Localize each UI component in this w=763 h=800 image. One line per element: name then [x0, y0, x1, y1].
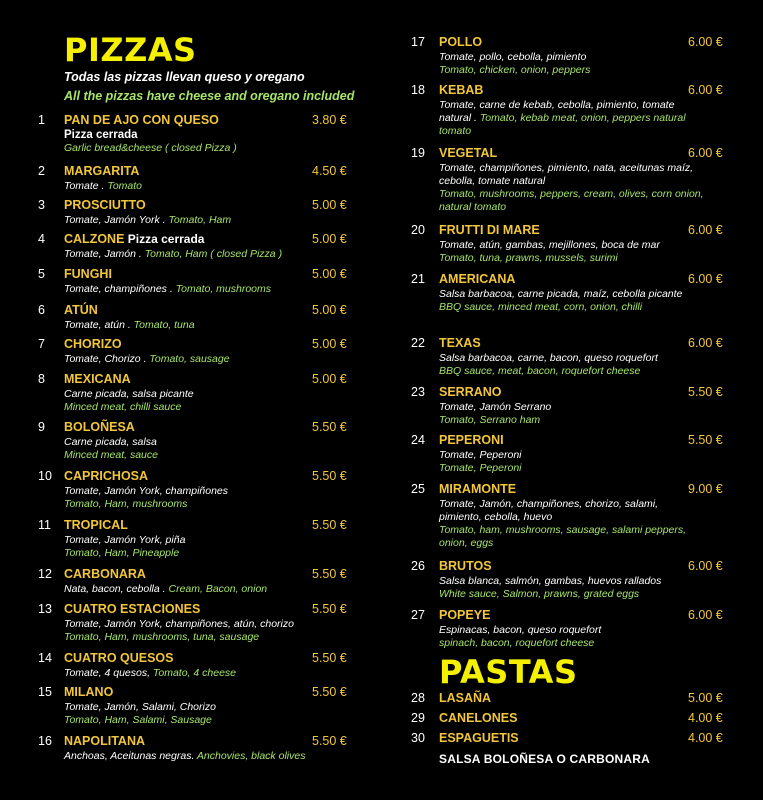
item-price: 4.00 € — [688, 711, 723, 725]
item-desc-es: Tomate, atún . — [64, 319, 134, 331]
item-desc-es: Tomate, atún, gambas, mejillones, boca de mar — [439, 239, 660, 251]
item-description — [64, 750, 364, 763]
item-desc-es: Tomate, Jamón . — [64, 248, 145, 260]
item-name: KEBAB — [439, 83, 484, 97]
item-description — [439, 162, 704, 214]
item-number: 10 — [38, 469, 52, 483]
item-price: 5.00 € — [312, 232, 347, 246]
item-subhead: Pizza cerrada — [64, 129, 138, 141]
item-description — [439, 239, 739, 265]
item-name: ATÚN — [64, 303, 98, 317]
item-description — [64, 214, 364, 227]
item-desc-en: Tomato, 4 cheese — [152, 667, 237, 679]
item-name: VEGETAL — [439, 146, 498, 160]
item-desc-es: Carne picada, salsa picante — [64, 388, 194, 400]
item-desc-en: Tomato, Ham — [168, 214, 232, 226]
item-number: 16 — [38, 734, 52, 748]
item-desc-es: Tomate, Chorizo . — [64, 353, 150, 365]
item-name: BRUTOS — [439, 559, 492, 573]
item-number: 23 — [411, 385, 425, 399]
item-price: 6.00 € — [688, 608, 723, 622]
item-price: 6.00 € — [688, 559, 723, 573]
item-name: PEPERONI — [439, 433, 504, 447]
item-description — [439, 51, 739, 77]
item-price: 5.50 € — [312, 518, 347, 532]
item-name: CANELONES — [439, 711, 518, 725]
item-name: NAPOLITANA — [64, 734, 146, 748]
pastas-title: PASTAS — [439, 653, 578, 691]
item-desc-es: Salsa barbacoa, carne, bacon, queso roquefort — [439, 352, 658, 364]
item-desc-es: Espinacas, bacon, queso roquefort — [439, 624, 602, 636]
item-description — [64, 436, 364, 462]
item-name: BOLOÑESA — [64, 420, 135, 434]
item-name: MEXICANA — [64, 372, 131, 386]
item-desc-es: Tomate, Peperoni — [439, 449, 522, 461]
item-price: 5.00 € — [688, 691, 723, 705]
pizzas-subtitle-en: All the pizzas have cheese and oregano included — [64, 89, 355, 103]
item-name: MIRAMONTE — [439, 482, 517, 496]
item-name: CUATRO ESTACIONES — [64, 602, 201, 616]
item-name: POPEYE — [439, 608, 491, 622]
item-desc-en: Tomato, ham, mushrooms, sausage, salami peppers, onion, eggs — [439, 524, 687, 549]
item-description — [64, 129, 364, 155]
item-desc-es: Salsa barbacoa, carne picada, maíz, cebolla picante — [439, 288, 683, 300]
item-number: 12 — [38, 567, 52, 581]
item-price: 5.00 € — [312, 372, 347, 386]
item-description — [64, 618, 364, 644]
item-price: 5.00 € — [312, 198, 347, 212]
item-description — [64, 180, 364, 193]
item-price: 5.50 € — [312, 685, 347, 699]
item-desc-es: Tomate, champiñones . — [64, 283, 176, 295]
item-number: 14 — [38, 651, 52, 665]
item-price: 5.00 € — [312, 337, 347, 351]
item-number: 19 — [411, 146, 425, 160]
item-desc-en: Tomato, tuna — [133, 319, 195, 331]
item-desc-en: White sauce, Salmon, prawns, grated eggs — [439, 588, 640, 600]
item-description — [64, 534, 364, 560]
item-description — [64, 388, 364, 414]
item-number: 30 — [411, 731, 425, 745]
item-desc-en: Garlic bread&cheese ( closed Pizza ) — [64, 142, 237, 154]
pizzas-title: PIZZAS — [64, 31, 197, 69]
item-name: CARBONARA — [64, 567, 146, 581]
item-desc-en: Tomato, kebab meat, onion, peppers natural tomato — [439, 112, 686, 137]
item-description — [439, 288, 684, 314]
item-number: 22 — [411, 336, 425, 350]
item-desc-en: Anchovies, black olives — [196, 750, 306, 762]
item-desc-en: Tomato, mushrooms, peppers, cream, olives, corn onion, natural tomato — [439, 188, 704, 213]
item-number: 15 — [38, 685, 52, 699]
item-description — [64, 248, 364, 261]
item-name: PAN DE AJO CON QUESO — [64, 113, 219, 127]
item-price: 5.00 € — [312, 303, 347, 317]
item-desc-es: Salsa blanca, salmón, gambas, huevos rallados — [439, 575, 662, 587]
item-desc-en: Cream, Bacon, onion — [168, 583, 268, 595]
item-desc-es: Tomate, Jamón York . — [64, 214, 169, 226]
item-name: CAPRICHOSA — [64, 469, 149, 483]
item-name: TEXAS — [439, 336, 481, 350]
item-desc-en: Tomato, mushrooms — [175, 283, 272, 295]
item-price: 5.50 € — [312, 567, 347, 581]
item-price: 6.00 € — [688, 35, 723, 49]
item-desc-en: Minced meat, chilli sauce — [64, 401, 182, 413]
item-desc-es: Tomate, Jamón York, champiñones, atún, chorizo — [64, 618, 294, 630]
item-description — [439, 352, 739, 378]
item-number: 27 — [411, 608, 425, 622]
item-price: 6.00 € — [688, 146, 723, 160]
item-number: 18 — [411, 83, 425, 97]
item-description — [64, 353, 364, 366]
item-price: 5.50 € — [312, 420, 347, 434]
item-desc-es: Nata, bacon, cebolla . — [64, 583, 169, 595]
item-desc-en: Tomato, Ham, Salami, Sausage — [64, 714, 212, 726]
item-desc-en: Tomato, Ham ( closed Pizza ) — [144, 248, 283, 260]
item-desc-en: Tomato, Ham, Pineapple — [64, 547, 180, 559]
item-price: 5.00 € — [312, 267, 347, 281]
item-description — [439, 624, 739, 650]
item-desc-en: spinach, bacon, roquefort cheese — [439, 637, 595, 649]
item-description — [64, 583, 364, 596]
item-number: 8 — [38, 372, 45, 386]
item-price: 6.00 € — [688, 223, 723, 237]
item-desc-en: Tomato, Ham, mushrooms, tuna, sausage — [64, 631, 260, 643]
item-desc-es: Tomate, pollo, cebolla, pimiento — [439, 51, 587, 63]
item-number: 2 — [38, 164, 45, 178]
item-price: 5.50 € — [312, 651, 347, 665]
item-desc-en: Tomato — [107, 180, 143, 192]
item-desc-en: Tomato, Serrano ham — [439, 414, 541, 426]
item-name: MARGARITA — [64, 164, 140, 178]
item-number: 24 — [411, 433, 425, 447]
item-desc-es: Tomate, 4 quesos, — [64, 667, 153, 679]
item-description — [64, 667, 364, 680]
item-desc-en: Tomate, Peperoni — [439, 462, 522, 474]
item-price: 5.50 € — [688, 385, 723, 399]
item-desc-es: Anchoas, Aceitunas negras. — [64, 750, 197, 762]
item-name: POLLO — [439, 35, 483, 49]
item-number: 4 — [38, 232, 45, 246]
item-number: 25 — [411, 482, 425, 496]
item-desc-en: Tomato, tuna, prawns, mussels, surimi — [439, 252, 618, 264]
item-desc-es: Tomate, Jamón York, piña — [64, 534, 186, 546]
item-name: CHORIZO — [64, 337, 122, 351]
item-desc-en: BBQ sauce, meat, bacon, roquefort cheese — [439, 365, 641, 377]
item-price: 9.00 € — [688, 482, 723, 496]
item-number: 13 — [38, 602, 52, 616]
item-desc-en: Tomato, Ham, mushrooms — [64, 498, 188, 510]
item-number: 3 — [38, 198, 45, 212]
item-desc-es: Tomate . — [64, 180, 108, 192]
item-name-extra: Pizza cerrada — [124, 232, 205, 246]
item-description — [64, 319, 364, 332]
item-desc-es: Tomate, Jamón Serrano — [439, 401, 552, 413]
item-number: 11 — [38, 518, 51, 532]
pizzas-subtitle-es: Todas las pizzas llevan queso y oregano — [64, 70, 305, 84]
item-price: 5.50 € — [312, 734, 347, 748]
item-name: CUATRO QUESOS — [64, 651, 174, 665]
item-name: MILANO — [64, 685, 114, 699]
item-description — [439, 498, 694, 550]
item-number: 5 — [38, 267, 45, 281]
item-description — [439, 401, 739, 427]
item-price: 6.00 € — [688, 336, 723, 350]
item-price: 3.80 € — [312, 113, 347, 127]
item-description — [64, 283, 364, 296]
item-number: 7 — [38, 337, 45, 351]
item-price: 5.50 € — [312, 469, 347, 483]
item-number: 6 — [38, 303, 45, 317]
item-description — [439, 99, 704, 138]
item-name: AMERICANA — [439, 272, 516, 286]
item-name: PROSCIUTTO — [64, 198, 146, 212]
item-desc-en: Minced meat, sauce — [64, 449, 158, 461]
item-name — [64, 231, 204, 247]
item-price: 6.00 € — [688, 272, 723, 286]
item-price: 5.50 € — [688, 433, 723, 447]
item-name: SERRANO — [439, 385, 502, 399]
item-description — [439, 449, 739, 475]
item-name: FRUTTI DI MARE — [439, 223, 540, 237]
item-desc-es: Tomate, carne de kebab, cebolla, pimiento, tomate natural . — [439, 99, 675, 124]
item-name: LASAÑA — [439, 691, 492, 705]
item-price: 6.00 € — [688, 83, 723, 97]
item-desc-es: Tomate, Jamón, Salami, Chorizo — [64, 701, 216, 713]
item-name: FUNGHI — [64, 267, 112, 281]
item-number: 29 — [411, 711, 425, 725]
item-desc-en: BBQ sauce, minced meat, corn, onion, chilli — [439, 301, 643, 313]
item-desc-en: Tomato, sausage — [149, 353, 230, 365]
item-price: 4.00 € — [688, 731, 723, 745]
item-desc-es: Tomate, Jamón York, champiñones — [64, 485, 229, 497]
item-desc-es: Tomate, Jamón, champiñones, chorizo, salami, pimiento, cebolla, huevo — [439, 498, 659, 523]
item-desc-es: Carne picada, salsa — [64, 436, 157, 448]
item-description — [64, 701, 364, 727]
item-number: 1 — [38, 113, 45, 127]
item-description — [64, 485, 364, 511]
item-price: 5.50 € — [312, 602, 347, 616]
item-number: 26 — [411, 559, 425, 573]
item-name-text: CALZONE — [64, 232, 125, 246]
item-name: ESPAGUETIS — [439, 731, 519, 745]
item-number: 20 — [411, 223, 425, 237]
item-number: 9 — [38, 420, 45, 434]
item-price: 4.50 € — [312, 164, 347, 178]
item-description — [439, 575, 739, 601]
item-number: 17 — [411, 35, 425, 49]
item-number: 28 — [411, 691, 425, 705]
item-desc-en: Tomato, chicken, onion, peppers — [439, 64, 591, 76]
item-name: TROPICAL — [64, 518, 128, 532]
item-number: 21 — [411, 272, 425, 286]
pasta-sauce-note: SALSA BOLOÑESA O CARBONARA — [439, 752, 650, 766]
item-desc-es: Tomate, champiñones, pimiento, nata, aceitunas maíz, cebolla, tomate natural — [439, 162, 694, 187]
